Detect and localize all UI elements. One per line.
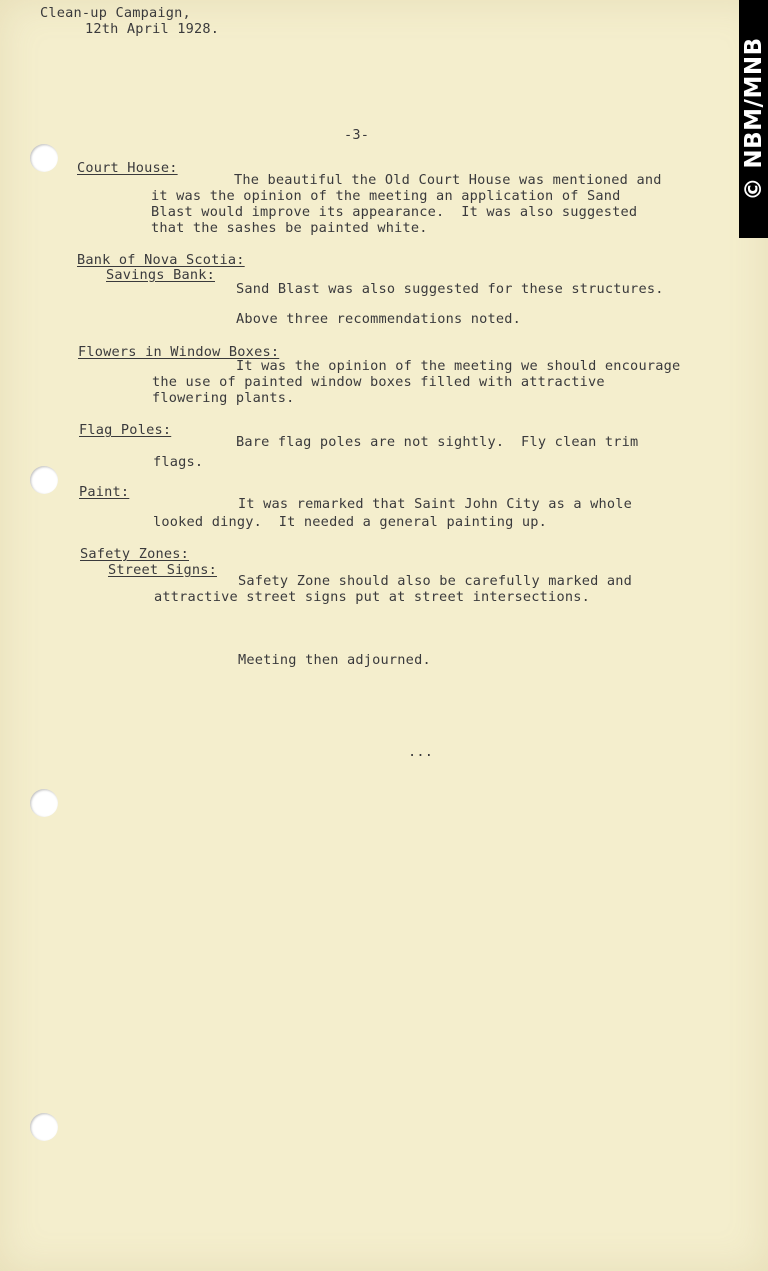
safety-line: Safety Zone should also be carefully marked and: [238, 573, 633, 589]
flowers-line: It was the opinion of the meeting we should encourage: [236, 358, 681, 374]
court-house-line: The beautiful the Old Court House was mentioned and: [234, 172, 662, 188]
court-house-line: it was the opinion of the meeting an application of Sand: [151, 188, 621, 204]
closing-line: Meeting then adjourned.: [238, 652, 431, 668]
safety-zones-heading: Safety Zones:: [80, 546, 189, 562]
court-house-line: Blast would improve its appearance. It was also suggested: [151, 204, 638, 220]
flowers-line: the use of painted window boxes filled with attractive: [152, 374, 605, 390]
watermark-text: © NBM/MNB: [740, 37, 767, 201]
bank-heading: Bank of Nova Scotia:: [77, 252, 245, 268]
bank-line: Sand Blast was also suggested for these structures.: [236, 281, 664, 297]
recommendations-note: Above three recommendations noted.: [236, 311, 522, 327]
savings-bank-heading: Savings Bank:: [106, 267, 215, 283]
flag-poles-heading: Flag Poles:: [79, 422, 172, 438]
header-title: Clean-up Campaign,: [40, 5, 191, 21]
binder-hole: [30, 144, 58, 172]
flowers-heading: Flowers in Window Boxes:: [78, 344, 280, 360]
street-signs-heading: Street Signs:: [108, 562, 217, 578]
flowers-line: flowering plants.: [152, 390, 295, 406]
paint-line: It was remarked that Saint John City as a whole: [238, 496, 633, 512]
flag-poles-line: flags.: [153, 454, 204, 470]
paint-line: looked dingy. It needed a general painting up.: [153, 514, 548, 530]
safety-line: attractive street signs put at street intersections.: [154, 589, 590, 605]
binder-hole: [30, 789, 58, 817]
binder-hole: [30, 466, 58, 494]
end-mark: ...: [408, 744, 434, 760]
copyright-watermark: [739, 0, 768, 238]
paint-heading: Paint:: [79, 484, 130, 500]
header-date: 12th April 1928.: [85, 21, 220, 37]
court-house-line: that the sashes be painted white.: [151, 220, 428, 236]
flag-poles-line: Bare flag poles are not sightly. Fly clean trim: [236, 434, 639, 450]
court-house-heading: Court House:: [77, 160, 178, 176]
page-number: -3-: [344, 127, 370, 143]
binder-hole: [30, 1113, 58, 1141]
